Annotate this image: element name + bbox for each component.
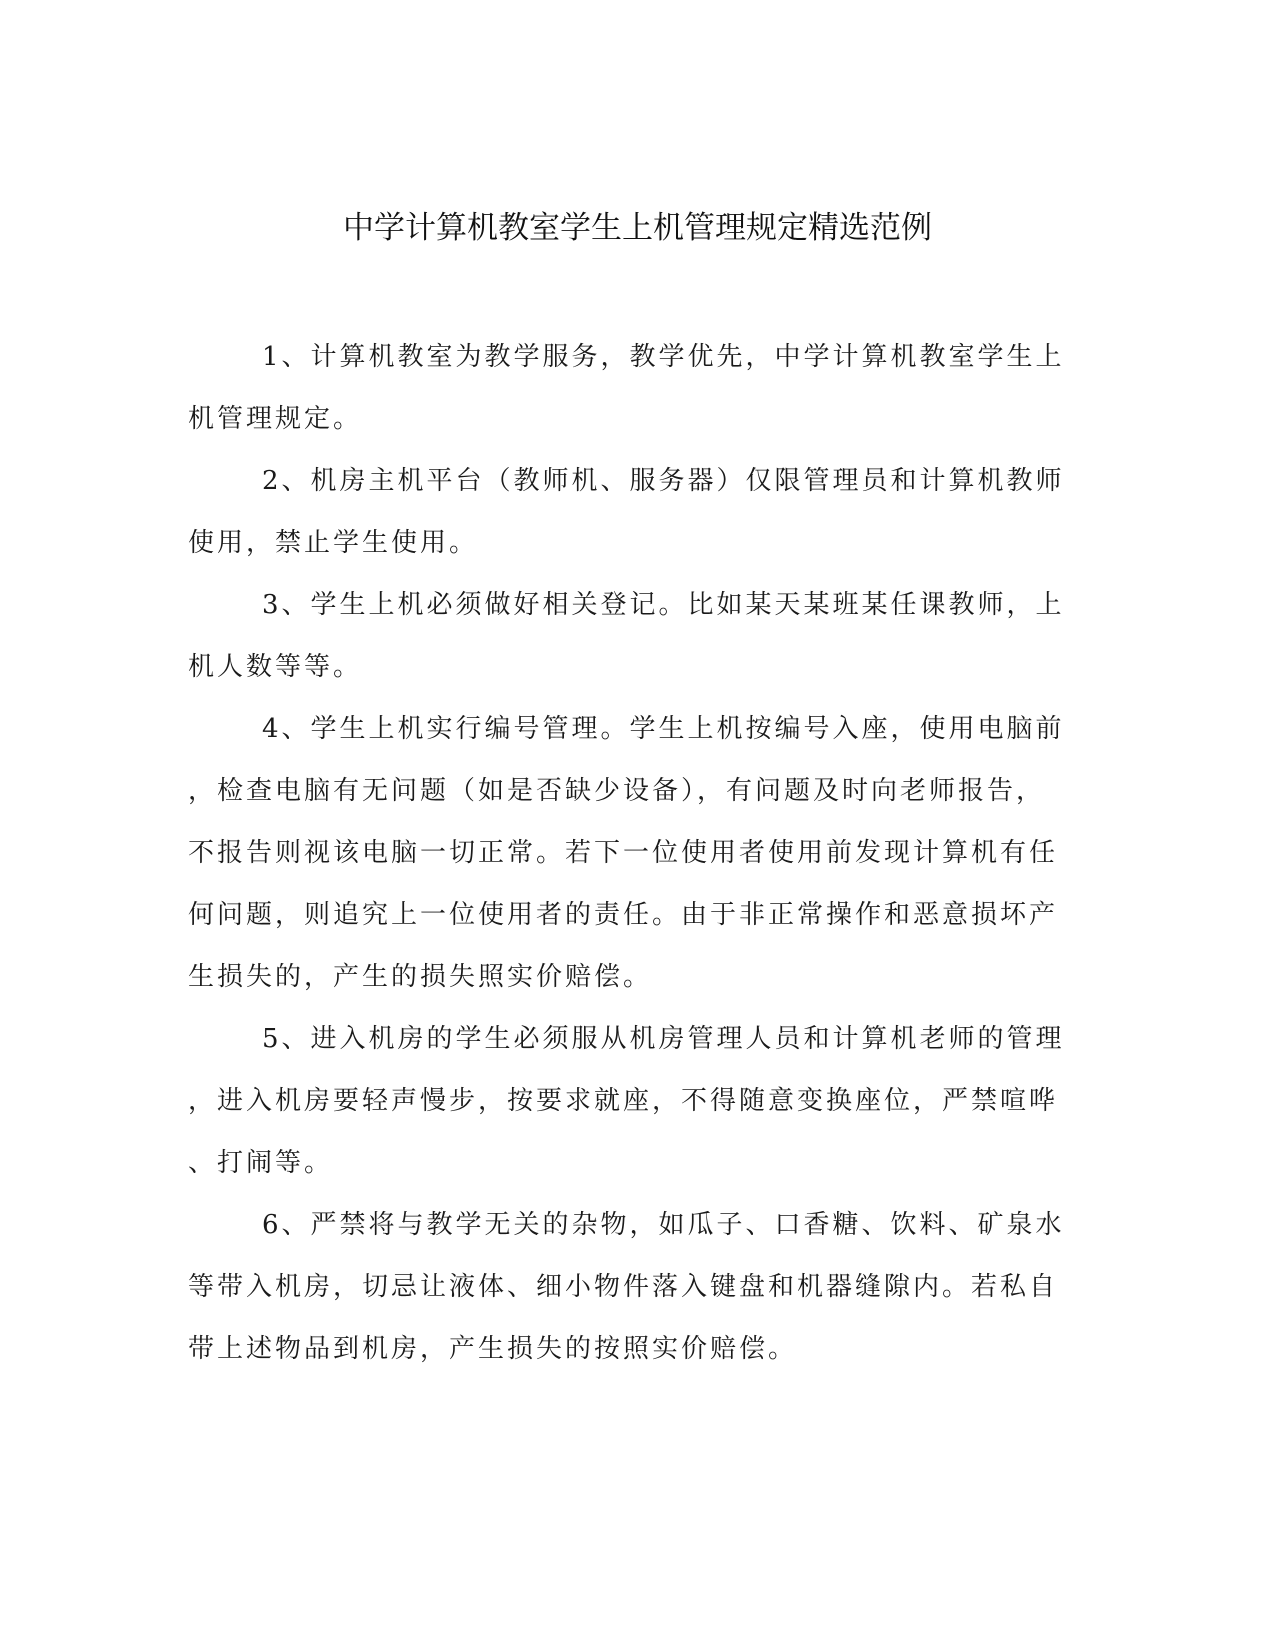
paragraph-line: ，检查电脑有无问题（如是否缺少设备），有问题及时向老师报告， [188, 776, 1046, 806]
paragraph-6 [188, 1194, 1065, 1380]
document-body [188, 326, 1065, 1380]
paragraph-line: 不报告则视该电脑一切正常。若下一位使用者使用前发现计算机有任 [188, 838, 1059, 868]
paragraph-line: 机人数等等。 [188, 652, 363, 682]
document-title: 中学计算机教室学生上机管理规定精选范例 [343, 210, 932, 246]
paragraph-2 [188, 450, 1065, 574]
paragraph-line: 1、计算机教室为教学服务，教学优先，中学计算机教室学生上 [262, 342, 1065, 372]
paragraph-line: 2、机房主机平台（教师机、服务器）仅限管理员和计算机教师 [262, 466, 1065, 496]
paragraph-line: 生损失的，产生的损失照实价赔偿。 [188, 962, 653, 992]
paragraph-5 [188, 1008, 1065, 1194]
paragraph-line: 4、学生上机实行编号管理。学生上机按编号入座，使用电脑前 [262, 714, 1065, 744]
paragraph-line: 6、严禁将与教学无关的杂物，如瓜子、口香糖、饮料、矿泉水 [262, 1210, 1065, 1240]
paragraph-line: 何问题，则追究上一位使用者的责任。由于非正常操作和恶意损坏产 [188, 900, 1059, 930]
paragraph-3 [188, 574, 1065, 698]
paragraph-line: 使用，禁止学生使用。 [188, 528, 479, 558]
paragraph-line: 5、进入机房的学生必须服从机房管理人员和计算机老师的管理 [262, 1024, 1065, 1054]
paragraph-line: 3、学生上机必须做好相关登记。比如某天某班某任课教师，上 [262, 590, 1065, 620]
paragraph-line: 机管理规定。 [188, 404, 363, 434]
paragraph-line: 等带入机房，切忌让液体、细小物件落入键盘和机器缝隙内。若私自 [188, 1272, 1059, 1302]
paragraph-4 [188, 698, 1065, 1008]
paragraph-line: ，进入机房要轻声慢步，按要求就座，不得随意变换座位，严禁喧哗 [188, 1086, 1059, 1116]
paragraph-1 [188, 326, 1065, 450]
paragraph-line: 带上述物品到机房，产生损失的按照实价赔偿。 [188, 1334, 798, 1364]
paragraph-line: 、打闹等。 [188, 1148, 334, 1178]
